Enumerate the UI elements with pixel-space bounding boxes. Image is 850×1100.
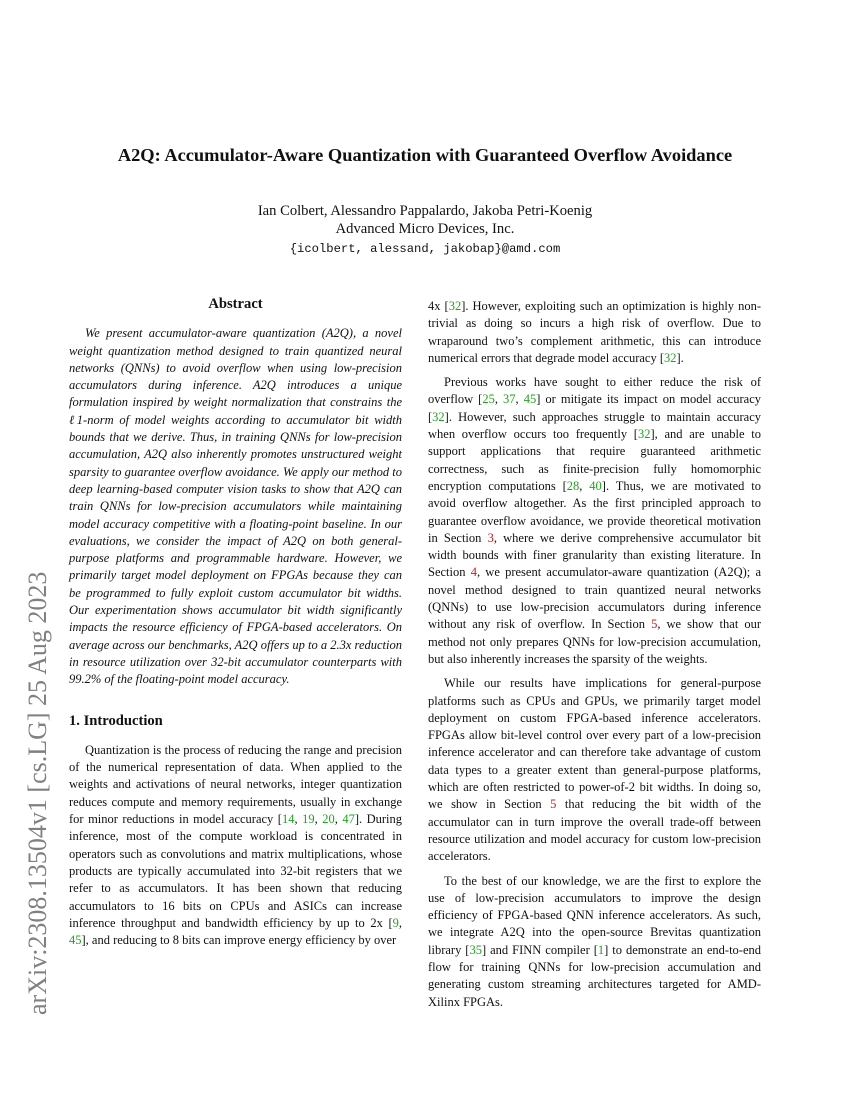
text-run: ]. However, exploiting such an optimization is highly non-trivial as doing so incurs a high risk of overflow. Due to wraparound two’s complement arithmetic, this can introduce numerical errors that degrade model accuracy [: [428, 299, 761, 365]
citation-link[interactable]: 32: [664, 350, 677, 365]
text-run: ] and FINN compiler [: [481, 942, 598, 957]
citation-link[interactable]: 25: [482, 392, 495, 407]
text-run: ].: [676, 350, 684, 365]
text-run: ]. Thus, we are motivated to avoid overflow altogether. As the first principled approach to guarantee overflow avoidance, we provide theoretical motivation in Section: [428, 478, 762, 545]
author-emails: {icolbert, alessand, jakobap}@amd.com: [289, 242, 561, 256]
intro-paragraph-1-continued: [428, 298, 761, 367]
intro-paragraph-1: Quantization is the process of reducing the range and precision of the numerical representation of data. When applied to the weights and activations of neural networks, integer quantization reduces compute and memory requirements, usually in exchange for minor reductions in model accuracy [14, 19, 20, 47]. During inference, most of the compute workload is concentrated in operators such as convolutions and matrix multiplications, whose products are typically accumulated into 32-bit registers that we refer to as accumulators. It has been shown that reducing accumulators to 16 bits on CPUs and ASICs can increase inference throughput and bandwidth efficiency by up to 2x [9, 45], and reducing to 8 bits can improve energy efficiency by over: [69, 742, 403, 948]
text-run: ] or mitigate its impact on model accuracy [: [428, 392, 762, 424]
section-link[interactable]: 3: [487, 530, 494, 545]
citation-link[interactable]: 32: [637, 427, 651, 442]
paper-title: A2Q: Accumulator-Aware Quantization with Guaranteed Overflow Avoidance: [117, 145, 733, 165]
intro-paragraph-3: [428, 675, 761, 865]
text-run: ]. During inference, most of the compute workload is concentrated in operators such as convolutions and matrix multiplications, whose products are typically accumulated into 32-bit registers that we refer to as accumulators. It has been shown that reducing accumulators to 16 bits on CPUs and ASICs can increase inference throughput and bandwidth efficiency by up to 2x [: [69, 812, 403, 930]
citation-link[interactable]: 32: [448, 299, 462, 313]
citation-link[interactable]: 19: [302, 812, 315, 827]
right-column: [428, 298, 761, 1018]
citation-link[interactable]: 1: [597, 942, 605, 957]
citation-link[interactable]: 35: [469, 942, 482, 957]
text-run: Quantization is the process of reducing the range and precision of the numerical representation of data. When applied to the weights and activations of neural networks, integer quantization reduces compute and memory requirements, usually in exchange for minor reductions in model accuracy [: [69, 742, 402, 827]
text-run: 4x [: [428, 299, 449, 313]
left-column: [69, 296, 402, 956]
text-run: , we present accumulator-aware quantization (A2Q); a novel method designed to train quantized neural networks (QNNs) to use low-precision accumulators during inference without any risk of overflow. In Section: [428, 565, 761, 632]
text-run: ]. However, such approaches struggle to maintain accuracy when overflow occurs too frequently [: [428, 409, 761, 442]
citation-link[interactable]: 45: [523, 392, 537, 407]
text-run: that reducing the bit width of the accumulator can in turn improve the overall trade-off between resource utilization and model accuracy for custom low-precision accelerators.: [428, 797, 761, 864]
citation-link[interactable]: 14: [281, 812, 295, 827]
arxiv-stamp: [8, 0, 68, 1015]
abstract-body: We present accumulator-aware quantization (A2Q), a novel weight quantization method designed to train quantized neural networks (QNNs) to avoid overflow when using low-precision accumulators during inference. A2Q introduces a unique formulation inspired by weight normalization that constrains the ℓ1-norm of model weights according to accumulator bit width bounds that we derive. Thus, in training QNNs for low-precision accumulation, A2Q also inherently promotes unstructured weight sparsity to guarantee overflow avoidance. We apply our method to deep learning-based computer vision tasks to show that A2Q can train QNNs for low-precision accumulators while maintaining model accuracy competitive with a floating-point baseline. In our evaluations, we consider the impact of A2Q on both general-purpose platforms and programmable hardware. However, we primarily target model deployment on FPGAs because they can be programmed to fully exploit custom accumulator bit widths. Our experimentation shows accumulator bit width significantly impacts the resource efficiency of FPGA-based accelerators. On average across our benchmarks, A2Q offers up to a 2.3x reduction in resource utilization over 32-bit accumulator counterparts with 99.2% of the floating-point model accuracy.: [69, 326, 402, 687]
section-heading-introduction: 1. Introduction: [69, 712, 163, 729]
arxiv-stamp-text: arXiv:2308.13504v1 [cs.LG] 25 Aug 2023: [23, 571, 52, 1015]
citation-link[interactable]: 32: [432, 409, 445, 424]
citation-link[interactable]: 9: [392, 915, 399, 930]
intro-paragraph-4: [428, 873, 761, 1011]
citation-link[interactable]: 47: [342, 812, 355, 827]
author-block: [100, 202, 750, 238]
section-link[interactable]: 5: [550, 797, 557, 812]
text-run: Previous works have sought to either reduce the risk of overflow [: [428, 375, 761, 407]
intro-paragraph-2: Previous works have sought to either reduce the risk of overflow [25, 37, 45] or mitigate its impact on model accuracy [32]. However, such approaches struggle to maintain accuracy when overflow occurs too frequently [32], and are unable to support applications that require guaranteed arithmetic correctness, such as finite-precision fully homomorphic encryption computations [28, 40]. Thus, we are motivated to avoid overflow altogether. As the first principled approach to guarantee overflow avoidance, we provide theoretical motivation in Section 3, where we derive comprehensive accumulator bit width bounds with finer granularity than existing literature. In Section 4, we present accumulator-aware quantization (A2Q); a novel method designed to train quantized neural networks (QNNs) to use low-precision accumulators during inference without any risk of overflow. In Section 5, we show that our method not only prepares QNNs for low-precision accumulation, but also inherently increases the sparsity of the weights.: [428, 375, 762, 666]
abstract-heading: Abstract: [208, 296, 263, 312]
citation-link[interactable]: 40: [589, 478, 602, 493]
citation-link[interactable]: 37: [503, 392, 516, 407]
text-run: ], and are unable to support applications that require guaranteed arithmetic correctness, such as finite-precision fully homomorphic encryption computations [: [428, 427, 761, 493]
section-link[interactable]: 5: [651, 617, 658, 632]
text-run: While our results have implications for general-purpose platforms such as CPUs and GPUs, we primarily target model deployment on custom FPGA-based inference accelerators. FPGAs allow bit-level control over every part of a low-precision inference accelerator and can therefore take advantage of custom data types to a greater extent than general-purpose platforms, which are often restricted to power-of-2 bit widths. In doing so, we show in Section: [428, 676, 761, 812]
affiliation: Advanced Micro Devices, Inc.: [335, 221, 515, 237]
text-run: ] to demonstrate an end-to-end flow for training QNNs for low-precision accumulation and generating custom streaming architectures targeted for AMD-Xilinx FPGAs.: [428, 942, 761, 1009]
text-run: , where we derive comprehensive accumulator bit width bounds with finer granularity than existing literature. In Section: [428, 530, 761, 580]
citation-link[interactable]: 45: [69, 933, 82, 948]
text-run: ], and reducing to 8 bits can improve energy efficiency by over: [81, 933, 397, 948]
citation-link[interactable]: 20: [322, 812, 335, 827]
text-run: To the best of our knowledge, we are the first to explore the use of low-precision accumulators to improve the design efficiency of FPGA-based QNN inference accelerators. As such, we integrate A2Q into the open-source Brevitas quantization library [: [428, 873, 761, 957]
author-names: Ian Colbert, Alessandro Pappalardo, Jakoba Petri-Koenig: [257, 203, 593, 219]
section-link[interactable]: 4: [470, 565, 477, 580]
citation-link[interactable]: 28: [566, 478, 580, 493]
text-run: , we show that our method not only prepares QNNs for low-precision accumulation, but also inherently increases the sparsity of the weights.: [428, 617, 762, 666]
